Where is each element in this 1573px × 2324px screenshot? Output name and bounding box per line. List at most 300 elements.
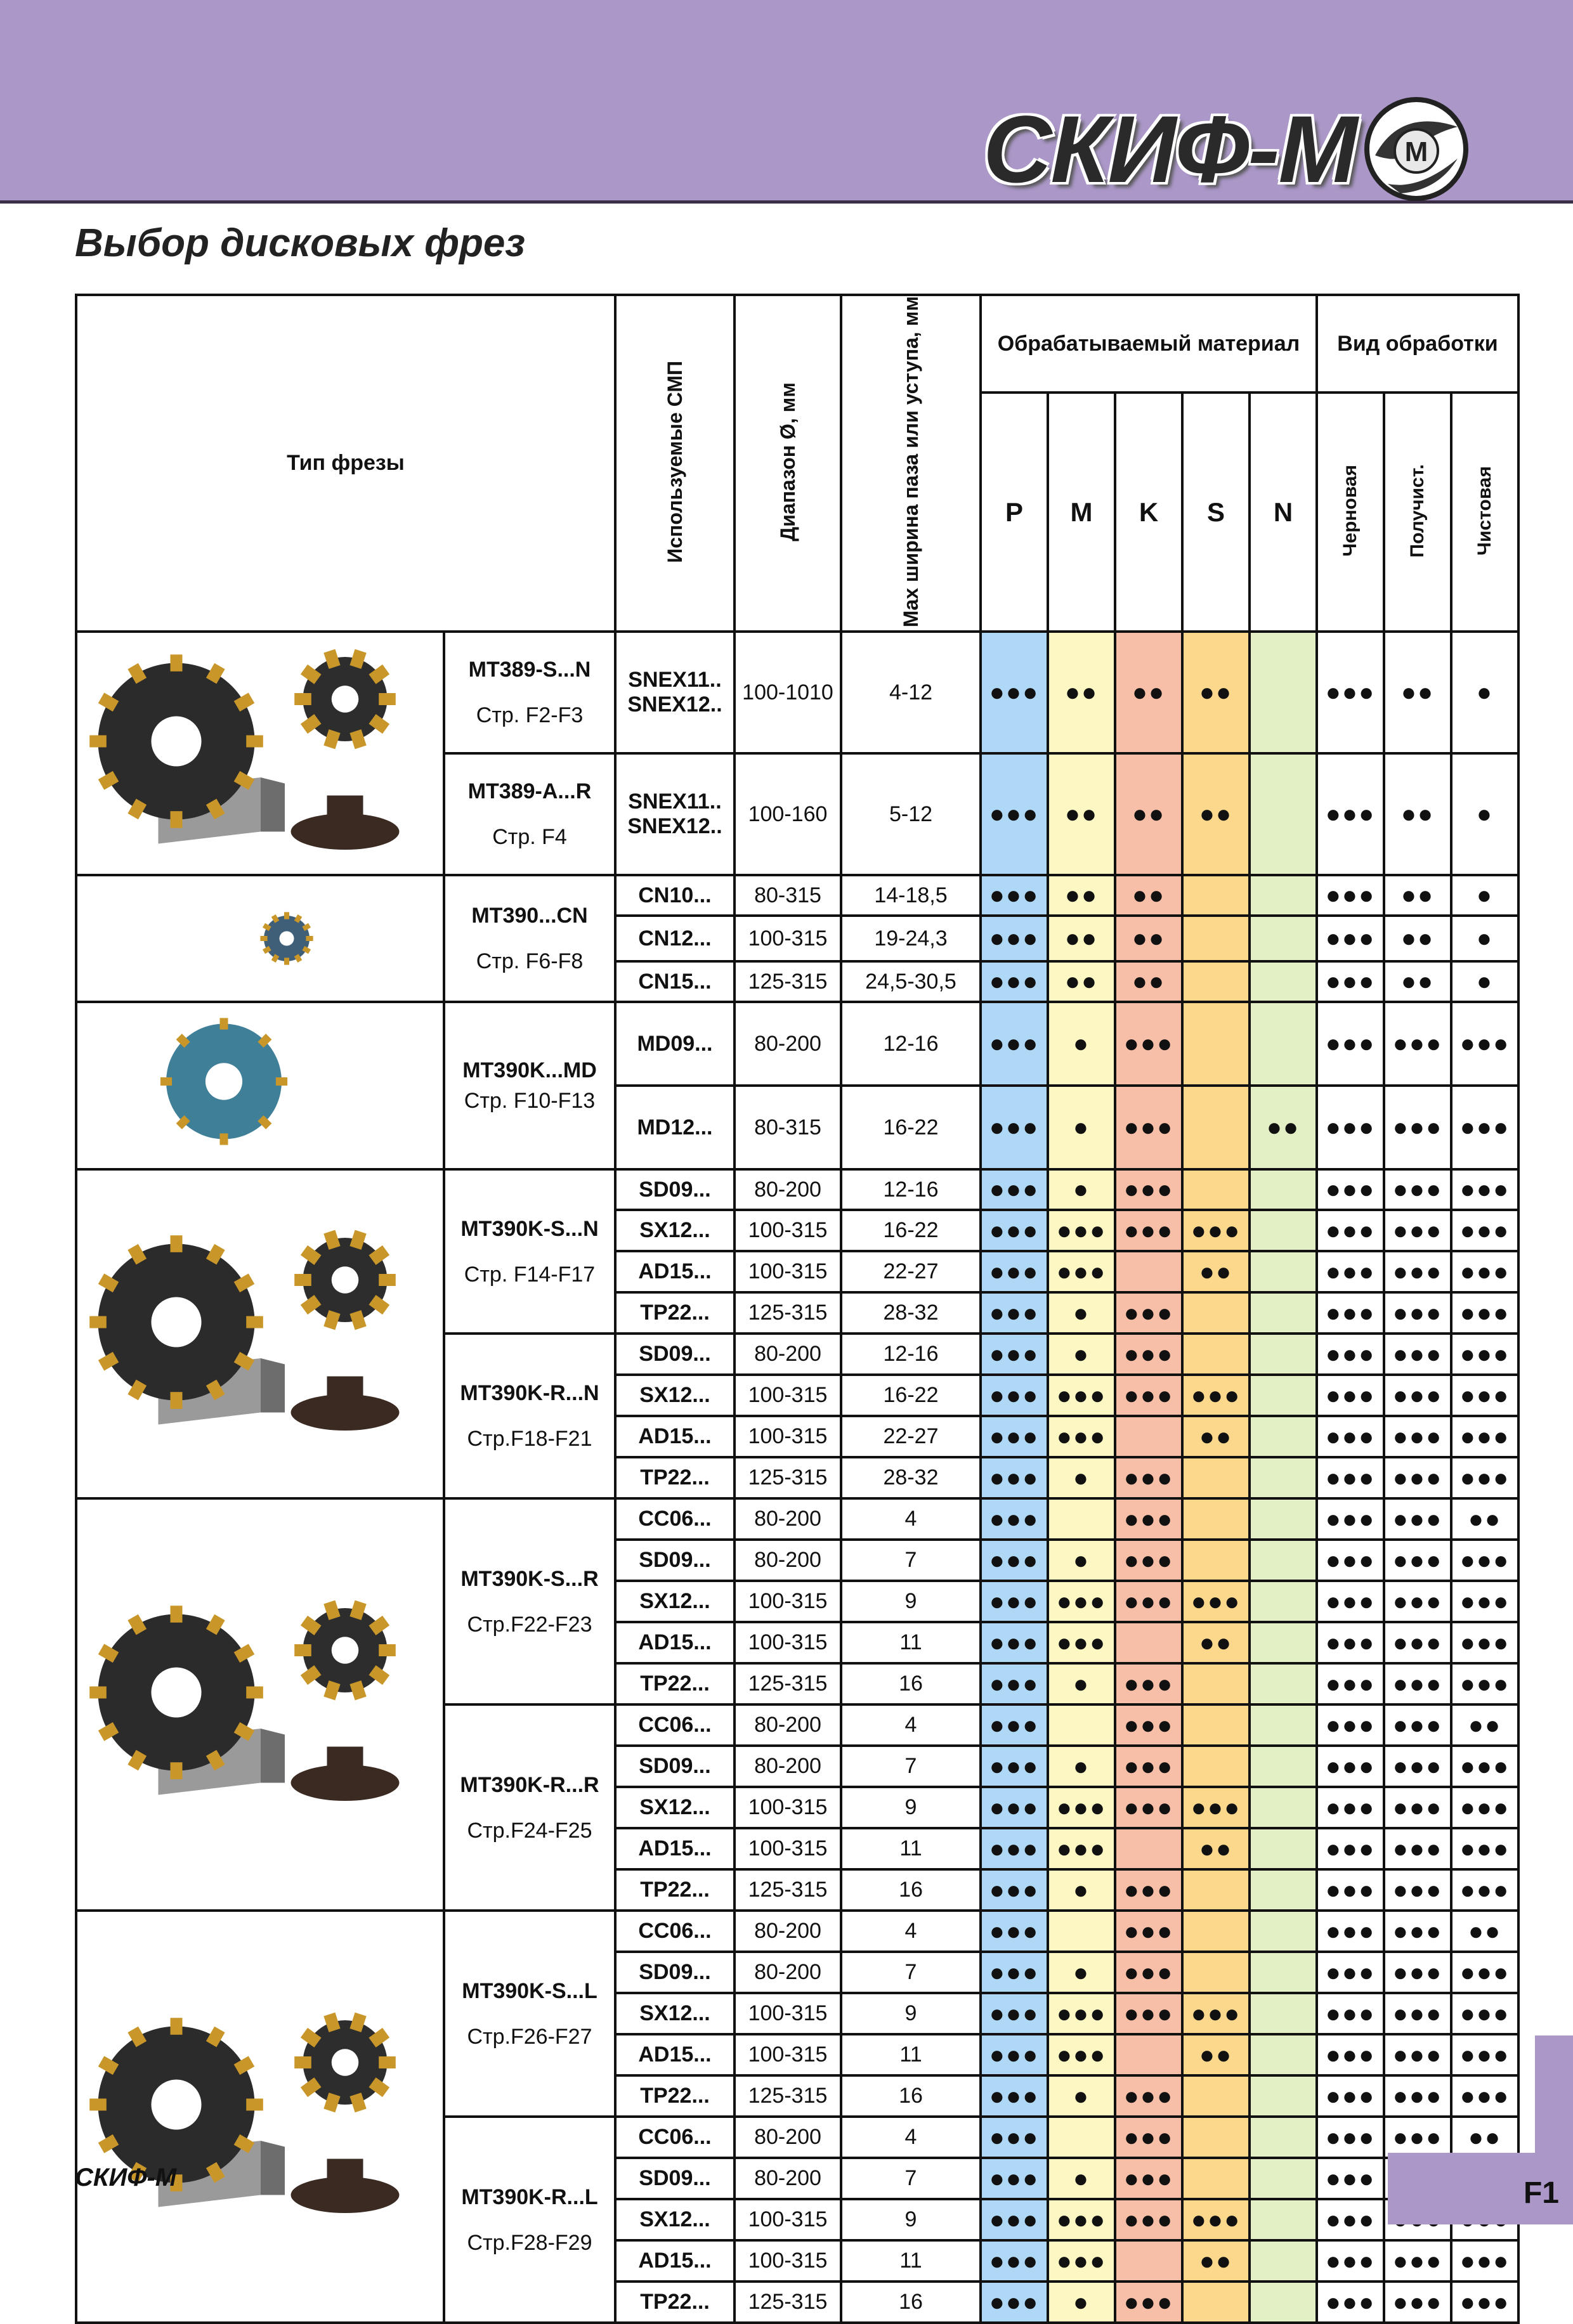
material-k-cell <box>1115 2034 1182 2075</box>
rating-dots: ●●● <box>1123 1340 1174 1368</box>
material-n-cell <box>1250 2117 1317 2158</box>
semi-cell <box>1384 1787 1451 1828</box>
finish-cell <box>1451 1952 1518 1993</box>
table-row <box>76 1169 1518 1210</box>
rating-dots: ●●● <box>1123 1917 1174 1945</box>
cutter-name: MT389-A...R <box>467 779 592 804</box>
smp-cell: TP22... <box>615 1869 734 1911</box>
range-cell: 125-315 <box>734 1663 841 1704</box>
rating-dots: ●●● <box>1392 1834 1443 1863</box>
material-m-cell <box>1048 1828 1115 1869</box>
material-k-cell <box>1115 1169 1182 1210</box>
rating-dots: ●●● <box>1325 1340 1376 1368</box>
semi-cell <box>1384 1416 1451 1457</box>
rating-dots: ●● <box>1064 968 1099 996</box>
range-cell: 100-315 <box>734 1375 841 1416</box>
rating-dots: ●●● <box>1325 2041 1376 2069</box>
rating-dots: ●●● <box>1392 1711 1443 1739</box>
width-cell: 16 <box>841 2075 981 2117</box>
rating-dots: ●●● <box>989 1793 1040 1822</box>
material-n-cell <box>1250 1828 1317 1869</box>
cutter-pages: Стр. F2-F3 <box>476 703 584 728</box>
rating-dots: ●●● <box>1392 1793 1443 1822</box>
finish-cell <box>1451 2282 1518 2323</box>
rough-cell <box>1317 1375 1384 1416</box>
semi-cell <box>1384 1622 1451 1663</box>
rough-cell <box>1317 1416 1384 1457</box>
material-n-cell <box>1250 1416 1317 1457</box>
rating-dots: ●●● <box>1392 1917 1443 1945</box>
rough-cell <box>1317 1251 1384 1292</box>
material-m-cell <box>1048 1704 1115 1746</box>
width-cell: 16 <box>841 1663 981 1704</box>
rating-dots: ●●● <box>1325 800 1376 829</box>
rating-dots: ●● <box>1468 1711 1502 1739</box>
material-m-cell <box>1048 2117 1115 2158</box>
semi-cell <box>1384 1002 1451 1086</box>
material-n-cell <box>1250 632 1317 753</box>
material-s-cell <box>1182 1911 1250 1952</box>
smp-header-label: Используемые СМП <box>663 360 686 563</box>
smp-cell: AD15... <box>615 1828 734 1869</box>
material-n-cell <box>1250 961 1317 1002</box>
finish-cell <box>1451 1581 1518 1622</box>
rough-cell <box>1317 1498 1384 1540</box>
finish-cell <box>1451 1169 1518 1210</box>
material-n-cell <box>1250 916 1317 961</box>
range-cell: 100-315 <box>734 1993 841 2034</box>
material-p-cell <box>981 1581 1048 1622</box>
cutter-image-cell <box>76 875 444 1002</box>
cutter-image-cell <box>76 1498 444 1911</box>
smp-cell: TP22... <box>615 1457 734 1498</box>
finish-cell <box>1451 753 1518 875</box>
rating-dots: ●●● <box>1325 2288 1376 2316</box>
width-cell: 12-16 <box>841 1169 981 1210</box>
material-s-cell <box>1182 2034 1250 2075</box>
material-p-cell <box>981 1375 1048 1416</box>
rough-cell <box>1317 2199 1384 2240</box>
range-cell: 80-200 <box>734 1952 841 1993</box>
material-m-cell <box>1048 916 1115 961</box>
material-k-header: K <box>1115 393 1182 632</box>
rating-dots: ●●● <box>1325 881 1376 910</box>
rating-dots: ●●● <box>1325 678 1376 707</box>
semi-cell <box>1384 916 1451 961</box>
cutter-name: MT390K-R...R <box>460 1772 599 1797</box>
material-m-cell <box>1048 1210 1115 1251</box>
rating-dots: ●●● <box>1325 1030 1376 1058</box>
rating-dots: ●●● <box>1123 1958 1174 1987</box>
rating-dots: ● <box>1476 800 1494 829</box>
material-n-cell <box>1250 2158 1317 2199</box>
cutter-name-cell <box>444 1169 615 1334</box>
rough-cell <box>1317 1292 1384 1334</box>
smp-cell: TP22... <box>615 1292 734 1334</box>
rating-dots: ●●● <box>1459 2247 1510 2275</box>
rough-cell <box>1317 1540 1384 1581</box>
finish-cell <box>1451 2075 1518 2117</box>
rating-dots: ●●● <box>1123 1505 1174 1533</box>
rating-dots: ●●● <box>1123 1670 1174 1698</box>
rating-dots: ●●● <box>989 2205 1040 2234</box>
range-cell: 80-200 <box>734 1540 841 1581</box>
rating-dots: ●●● <box>1325 1299 1376 1327</box>
finish-cell <box>1451 1911 1518 1952</box>
material-n-cell <box>1250 1704 1317 1746</box>
rating-dots: ●●● <box>1459 1422 1510 1451</box>
brand-logo <box>983 95 1470 203</box>
width-cell: 16-22 <box>841 1375 981 1416</box>
rating-dots: ●●● <box>1325 1381 1376 1410</box>
rating-dots: ●●● <box>989 1546 1040 1574</box>
rating-dots: ●●● <box>1459 1381 1510 1410</box>
smp-cell: SD09... <box>615 1169 734 1210</box>
cutter-name: MT390K-R...N <box>460 1381 599 1406</box>
rating-dots: ●●● <box>1459 1113 1510 1142</box>
rating-dots: ● <box>1476 678 1494 707</box>
rating-dots: ●●● <box>989 1505 1040 1533</box>
rating-dots: ● <box>1073 1030 1090 1058</box>
material-k-cell <box>1115 2075 1182 2117</box>
material-n-cell <box>1250 1457 1317 1498</box>
rough-cell <box>1317 1787 1384 1828</box>
smp-cell: CC06... <box>615 1498 734 1540</box>
rating-dots: ● <box>1073 2164 1090 2193</box>
rating-dots: ●●● <box>1392 2123 1443 2152</box>
smp-cell: SNEX11.. SNEX12.. <box>615 632 734 753</box>
material-m-cell <box>1048 2199 1115 2240</box>
rough-cell <box>1317 961 1384 1002</box>
material-m-cell <box>1048 1869 1115 1911</box>
finish-header-label: Чистовая <box>1474 465 1495 555</box>
range-cell: 80-200 <box>734 1334 841 1375</box>
material-s-cell <box>1182 1169 1250 1210</box>
rough-cell <box>1317 1746 1384 1787</box>
material-p-cell <box>981 2034 1048 2075</box>
material-p-cell <box>981 1911 1048 1952</box>
rating-dots: ●●● <box>1191 2205 1241 2234</box>
cutter-name: MT390K-S...R <box>460 1566 599 1591</box>
rating-dots: ●●● <box>989 1834 1040 1863</box>
rating-dots: ●●● <box>1459 2288 1510 2316</box>
rating-dots: ●●● <box>1123 1999 1174 2028</box>
material-n-cell <box>1250 2282 1317 2323</box>
material-k-cell <box>1115 1416 1182 1457</box>
rough-cell <box>1317 1210 1384 1251</box>
rating-dots: ●●● <box>989 2041 1040 2069</box>
material-m-cell <box>1048 632 1115 753</box>
rating-dots: ●● <box>1064 925 1099 953</box>
rating-dots: ●●● <box>989 1711 1040 1739</box>
range-cell: 100-315 <box>734 1416 841 1457</box>
rating-dots: ●● <box>1132 800 1166 829</box>
material-m-cell <box>1048 1911 1115 1952</box>
material-p-cell <box>981 632 1048 753</box>
material-n-cell <box>1250 1086 1317 1169</box>
material-p-cell <box>981 1416 1048 1457</box>
rough-cell <box>1317 1993 1384 2034</box>
rating-dots: ●●● <box>1056 1216 1107 1245</box>
width-cell: 7 <box>841 1540 981 1581</box>
disc-cutter-icon <box>77 888 420 989</box>
material-s-cell <box>1182 1210 1250 1251</box>
material-group-header: Обрабатываемый материал <box>981 295 1317 393</box>
rating-dots: ●●● <box>1325 1113 1376 1142</box>
semi-cell <box>1384 1663 1451 1704</box>
material-k-cell <box>1115 1911 1182 1952</box>
material-s-cell <box>1182 2199 1250 2240</box>
semi-cell <box>1384 1334 1451 1375</box>
rating-dots: ●●● <box>1325 925 1376 953</box>
semi-cell <box>1384 1704 1451 1746</box>
width-cell: 7 <box>841 1952 981 1993</box>
smp-cell: SX12... <box>615 1581 734 1622</box>
rating-dots: ●● <box>1199 800 1233 829</box>
material-m-cell <box>1048 2158 1115 2199</box>
finish-cell <box>1451 1540 1518 1581</box>
rating-dots: ●●● <box>1459 1340 1510 1368</box>
table-row <box>76 1911 1518 1952</box>
rating-dots: ●●● <box>989 1030 1040 1058</box>
rating-dots: ●●● <box>989 881 1040 910</box>
material-m-cell <box>1048 1952 1115 1993</box>
width-cell: 16-22 <box>841 1086 981 1169</box>
rating-dots: ●●● <box>1392 1176 1443 1204</box>
table-row <box>76 875 1518 916</box>
rating-dots: ●●● <box>1123 1546 1174 1574</box>
material-n-cell <box>1250 875 1317 916</box>
rough-cell <box>1317 1334 1384 1375</box>
material-k-cell <box>1115 1993 1182 2034</box>
page-title: Выбор дисковых фрез <box>75 221 526 265</box>
range-cell: 100-315 <box>734 1210 841 1251</box>
rating-dots: ●●● <box>1392 1030 1443 1058</box>
rating-dots: ●●● <box>1392 1546 1443 1574</box>
rating-dots: ●●● <box>1056 2205 1107 2234</box>
material-n-cell <box>1250 1169 1317 1210</box>
rating-dots: ●●● <box>1459 1464 1510 1492</box>
material-p-cell <box>981 1828 1048 1869</box>
rating-dots: ● <box>1073 1176 1090 1204</box>
rating-dots: ●●● <box>1325 968 1376 996</box>
rating-dots: ●● <box>1132 678 1166 707</box>
rating-dots: ●●● <box>1459 1876 1510 1904</box>
rating-dots: ●●● <box>1325 2205 1376 2234</box>
rating-dots: ●●● <box>1392 1752 1443 1781</box>
semi-cell <box>1384 1292 1451 1334</box>
rating-dots: ●●● <box>1325 2247 1376 2275</box>
material-k-cell <box>1115 1704 1182 1746</box>
cutter-name: MT390...CN <box>471 904 588 928</box>
material-n-cell <box>1250 1911 1317 1952</box>
smp-cell: AD15... <box>615 1622 734 1663</box>
range-cell: 100-315 <box>734 2240 841 2282</box>
rating-dots: ●● <box>1199 1628 1233 1657</box>
material-k-cell <box>1115 2282 1182 2323</box>
range-cell: 125-315 <box>734 1457 841 1498</box>
material-p-cell <box>981 2158 1048 2199</box>
smp-column-header <box>615 295 734 632</box>
material-s-cell <box>1182 1581 1250 1622</box>
semi-cell <box>1384 632 1451 753</box>
rating-dots: ●●● <box>1056 2041 1107 2069</box>
width-cell: 4 <box>841 1704 981 1746</box>
range-cell: 80-315 <box>734 875 841 916</box>
material-n-cell <box>1250 1787 1317 1828</box>
rating-dots: ●●● <box>1325 1216 1376 1245</box>
material-n-cell <box>1250 1210 1317 1251</box>
material-m-cell <box>1048 1334 1115 1375</box>
rating-dots: ●● <box>1468 1505 1502 1533</box>
material-s-cell <box>1182 961 1250 1002</box>
material-p-cell <box>981 2199 1048 2240</box>
material-p-cell <box>981 1457 1048 1498</box>
material-n-cell <box>1250 1869 1317 1911</box>
rating-dots: ●● <box>1064 800 1099 829</box>
material-m-cell <box>1048 1581 1115 1622</box>
rating-dots: ●●● <box>989 678 1040 707</box>
material-s-cell <box>1182 2075 1250 2117</box>
width-cell: 4 <box>841 1911 981 1952</box>
finish-cell <box>1451 1292 1518 1334</box>
rating-dots: ●●● <box>1056 1999 1107 2028</box>
smp-cell: AD15... <box>615 1416 734 1457</box>
rating-dots: ●●● <box>989 2164 1040 2193</box>
semi-cell <box>1384 961 1451 1002</box>
finish-cell <box>1451 632 1518 753</box>
material-m-cell <box>1048 1416 1115 1457</box>
material-p-cell <box>981 1251 1048 1292</box>
rating-dots: ●●● <box>1325 1958 1376 1987</box>
material-s-cell <box>1182 2282 1250 2323</box>
range-cell: 100-1010 <box>734 632 841 753</box>
finish-cell <box>1451 1334 1518 1375</box>
range-cell: 125-315 <box>734 2282 841 2323</box>
material-n-cell <box>1250 1663 1317 1704</box>
range-cell: 80-200 <box>734 1002 841 1086</box>
rating-dots: ●●● <box>1392 1381 1443 1410</box>
range-cell: 100-315 <box>734 1787 841 1828</box>
cutter-name: MT389-S...N <box>468 658 591 682</box>
material-s-cell <box>1182 1457 1250 1498</box>
material-s-cell <box>1182 1002 1250 1086</box>
finish-cell <box>1451 2240 1518 2282</box>
smp-cell: SX12... <box>615 2199 734 2240</box>
material-s-cell <box>1182 1498 1250 1540</box>
width-cell: 4 <box>841 2117 981 2158</box>
cutter-pages: Стр. F4 <box>492 825 567 850</box>
semi-header-label: Получист. <box>1407 464 1428 558</box>
material-k-cell <box>1115 1002 1182 1086</box>
rating-dots: ●●● <box>1123 2164 1174 2193</box>
rating-dots: ●●● <box>989 1422 1040 1451</box>
finish-cell <box>1451 1622 1518 1663</box>
rating-dots: ●●● <box>1392 1958 1443 1987</box>
material-m-cell <box>1048 875 1115 916</box>
disc-cutter-blue-icon <box>77 1003 420 1168</box>
material-n-header: N <box>1250 393 1317 632</box>
rating-dots: ●●● <box>1325 2164 1376 2193</box>
rating-dots: ●●● <box>1325 1670 1376 1698</box>
disc-cutter-with-workpiece-icon <box>77 633 420 874</box>
rough-cell <box>1317 1952 1384 1993</box>
material-p-cell <box>981 1210 1048 1251</box>
rough-cell <box>1317 1169 1384 1210</box>
range-cell: 80-200 <box>734 1498 841 1540</box>
rating-dots: ●●● <box>989 1464 1040 1492</box>
rating-dots: ●●● <box>1123 1381 1174 1410</box>
rating-dots: ●●● <box>1056 1587 1107 1616</box>
material-n-cell <box>1250 1498 1317 1540</box>
rating-dots: ●●● <box>1392 1257 1443 1286</box>
material-n-cell <box>1250 1581 1317 1622</box>
material-m-cell <box>1048 1169 1115 1210</box>
material-s-cell <box>1182 1251 1250 1292</box>
width-cell: 9 <box>841 1993 981 2034</box>
semi-cell <box>1384 2034 1451 2075</box>
skif-emblem-icon <box>1362 95 1470 203</box>
material-m-cell <box>1048 753 1115 875</box>
rating-dots: ●●● <box>1459 1793 1510 1822</box>
width-cell: 19-24,3 <box>841 916 981 961</box>
rating-dots: ●●● <box>1123 1176 1174 1204</box>
finish-cell <box>1451 1416 1518 1457</box>
smp-cell: MD12... <box>615 1086 734 1169</box>
material-p-cell <box>981 2075 1048 2117</box>
rating-dots: ●●● <box>1392 1216 1443 1245</box>
material-p-cell <box>981 1169 1048 1210</box>
rating-dots: ● <box>1073 1752 1090 1781</box>
semi-cell <box>1384 1993 1451 2034</box>
rating-dots: ●●● <box>989 1176 1040 1204</box>
rating-dots: ●●● <box>1056 1628 1107 1657</box>
range-cell: 80-315 <box>734 1086 841 1169</box>
material-p-header: P <box>981 393 1048 632</box>
material-p-cell <box>981 916 1048 961</box>
rating-dots: ●●● <box>989 1381 1040 1410</box>
smp-cell: CN12... <box>615 916 734 961</box>
material-m-cell <box>1048 2240 1115 2282</box>
finish-cell <box>1451 1251 1518 1292</box>
rating-dots: ● <box>1073 1546 1090 1574</box>
rating-dots: ●●● <box>1392 1999 1443 2028</box>
semi-cell <box>1384 1746 1451 1787</box>
rating-dots: ●●● <box>1392 1505 1443 1533</box>
material-p-cell <box>981 2240 1048 2282</box>
material-n-cell <box>1250 1993 1317 2034</box>
finish-cell <box>1451 1828 1518 1869</box>
material-m-cell <box>1048 2075 1115 2117</box>
rating-dots: ●●● <box>1459 1216 1510 1245</box>
rating-dots: ●●● <box>989 2123 1040 2152</box>
width-cell: 12-16 <box>841 1002 981 1086</box>
rating-dots: ●● <box>1064 678 1099 707</box>
rating-dots: ●● <box>1400 968 1435 996</box>
rating-dots: ●●● <box>1392 1670 1443 1698</box>
material-k-cell <box>1115 1540 1182 1581</box>
material-n-cell <box>1250 1622 1317 1663</box>
material-p-cell <box>981 1952 1048 1993</box>
rating-dots: ●●● <box>1325 1546 1376 1574</box>
rough-cell <box>1317 1622 1384 1663</box>
rating-dots: ●●● <box>989 1340 1040 1368</box>
rating-dots: ●●● <box>1459 1834 1510 1863</box>
rating-dots: ●●● <box>1325 1752 1376 1781</box>
material-s-header: S <box>1182 393 1250 632</box>
material-s-cell <box>1182 875 1250 916</box>
range-cell: 125-315 <box>734 1292 841 1334</box>
